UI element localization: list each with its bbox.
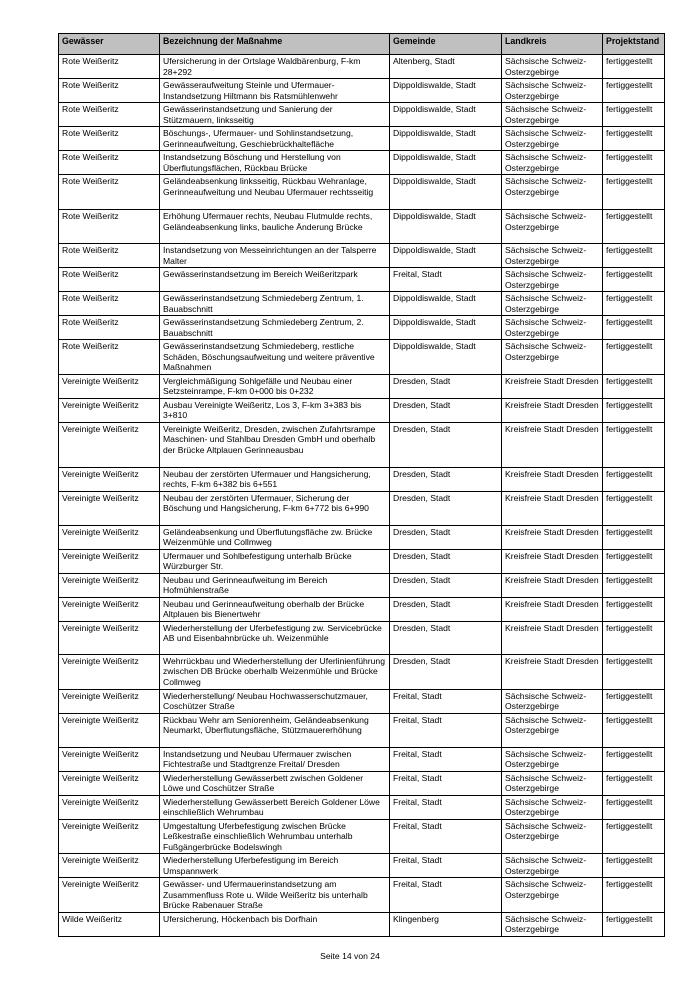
table-row xyxy=(59,912,665,936)
cell-gewaesser: Rote Weißeritz xyxy=(59,268,160,292)
cell-projektstand: fertiggestellt xyxy=(603,316,665,340)
cell-landkreis: Sächsische Schweiz-Osterzgebirge xyxy=(502,747,603,771)
cell-gemeinde: Dippoldiswalde, Stadt xyxy=(390,175,502,210)
table-row xyxy=(59,103,665,127)
cell-gemeinde: Dippoldiswalde, Stadt xyxy=(390,316,502,340)
cell-bezeichnung: Instandsetzung von Messeinrichtungen an der Talsperre Malter xyxy=(160,244,390,268)
cell-bezeichnung: Wehrrückbau und Wiederherstellung der Uferlinienführung zwischen DB Brücke oberhalb Weizenmühle und Brücke Collmweg xyxy=(160,654,390,689)
cell-gewaesser: Rote Weißeritz xyxy=(59,151,160,175)
cell-gewaesser: Wilde Weißeritz xyxy=(59,912,160,936)
cell-landkreis: Sächsische Schweiz-Osterzgebirge xyxy=(502,340,603,375)
cell-gemeinde: Dippoldiswalde, Stadt xyxy=(390,340,502,375)
cell-gemeinde: Freital, Stadt xyxy=(390,713,502,747)
cell-bezeichnung: Gewässerinstandsetzung Schmiedeberg, restliche Schäden, Böschungsaufweitung und weitere präventive Maßnahmen xyxy=(160,340,390,375)
cell-landkreis: Kreisfreie Stadt Dresden xyxy=(502,491,603,525)
cell-gewaesser: Rote Weißeritz xyxy=(59,79,160,103)
cell-gewaesser: Vereinigte Weißeritz xyxy=(59,422,160,467)
cell-landkreis: Sächsische Schweiz-Osterzgebirge xyxy=(502,103,603,127)
table-row xyxy=(59,491,665,525)
table-row xyxy=(59,292,665,316)
cell-gewaesser: Rote Weißeritz xyxy=(59,340,160,375)
cell-landkreis: Sächsische Schweiz-Osterzgebirge xyxy=(502,55,603,79)
cell-projektstand: fertiggestellt xyxy=(603,151,665,175)
cell-gewaesser: Vereinigte Weißeritz xyxy=(59,819,160,854)
cell-gemeinde: Freital, Stadt xyxy=(390,268,502,292)
cell-projektstand: fertiggestellt xyxy=(603,654,665,689)
table-row xyxy=(59,549,665,573)
cell-gemeinde: Dresden, Stadt xyxy=(390,491,502,525)
cell-landkreis: Sächsische Schweiz-Osterzgebirge xyxy=(502,878,603,913)
cell-gewaesser: Rote Weißeritz xyxy=(59,175,160,210)
cell-gewaesser: Vereinigte Weißeritz xyxy=(59,374,160,398)
table-row xyxy=(59,747,665,771)
table-row xyxy=(59,689,665,713)
header-projektstand: Projektstand xyxy=(603,34,665,55)
cell-gemeinde: Klingenberg xyxy=(390,912,502,936)
cell-projektstand: fertiggestellt xyxy=(603,210,665,244)
table-row xyxy=(59,573,665,597)
table-row xyxy=(59,819,665,854)
table-row xyxy=(59,525,665,549)
cell-bezeichnung: Neubau der zerstörten Ufermauer, Sicherung der Böschung und Hangsicherung, F-km 6+772 bis 6+990 xyxy=(160,491,390,525)
cell-projektstand: fertiggestellt xyxy=(603,912,665,936)
cell-bezeichnung: Neubau und Gerinneaufweitung oberhalb der Brücke Altplauen bis Bienertwehr xyxy=(160,597,390,621)
cell-gemeinde: Freital, Stadt xyxy=(390,854,502,878)
cell-gewaesser: Vereinigte Weißeritz xyxy=(59,713,160,747)
table-header-row xyxy=(59,34,665,55)
table-row xyxy=(59,244,665,268)
table-row xyxy=(59,771,665,795)
cell-gemeinde: Freital, Stadt xyxy=(390,771,502,795)
table-row xyxy=(59,151,665,175)
cell-landkreis: Sächsische Schweiz-Osterzgebirge xyxy=(502,244,603,268)
table-row xyxy=(59,654,665,689)
cell-projektstand: fertiggestellt xyxy=(603,597,665,621)
cell-bezeichnung: Gewässerinstandsetzung im Bereich Weißeritzpark xyxy=(160,268,390,292)
cell-bezeichnung: Wiederherstellung Uferbefestigung im Bereich Umspannwerk xyxy=(160,854,390,878)
cell-projektstand: fertiggestellt xyxy=(603,398,665,422)
cell-bezeichnung: Böschungs-, Ufermauer- und Sohlinstandsetzung, Gerinneaufweitung, Geschiebrückhaltefläche xyxy=(160,127,390,151)
header-bezeichnung: Bezeichnung der Maßnahme xyxy=(160,34,390,55)
cell-gewaesser: Vereinigte Weißeritz xyxy=(59,491,160,525)
table-row xyxy=(59,210,665,244)
cell-gemeinde: Dresden, Stadt xyxy=(390,621,502,654)
cell-gewaesser: Vereinigte Weißeritz xyxy=(59,597,160,621)
cell-projektstand: fertiggestellt xyxy=(603,292,665,316)
cell-landkreis: Kreisfreie Stadt Dresden xyxy=(502,374,603,398)
cell-gemeinde: Altenberg, Stadt xyxy=(390,55,502,79)
cell-projektstand: fertiggestellt xyxy=(603,127,665,151)
cell-gewaesser: Vereinigte Weißeritz xyxy=(59,747,160,771)
cell-bezeichnung: Geländeabsenkung und Überflutungsfläche zw. Brücke Weizenmühle und Collmweg xyxy=(160,525,390,549)
cell-bezeichnung: Gewässer- und Ufermauerinstandsetzung am Zusammenfluss Rote u. Wilde Weißeritz bis unterhalb Brücke Rabenauer Straße xyxy=(160,878,390,913)
cell-gewaesser: Rote Weißeritz xyxy=(59,103,160,127)
cell-projektstand: fertiggestellt xyxy=(603,467,665,491)
cell-projektstand: fertiggestellt xyxy=(603,621,665,654)
cell-landkreis: Sächsische Schweiz-Osterzgebirge xyxy=(502,268,603,292)
cell-bezeichnung: Neubau und Gerinneaufweitung im Bereich Hofmühlenstraße xyxy=(160,573,390,597)
cell-bezeichnung: Gewässerinstandsetzung und Sanierung der Stützmauern, linksseitig xyxy=(160,103,390,127)
page-footer: Seite 14 von 24 xyxy=(320,951,380,961)
cell-landkreis: Kreisfreie Stadt Dresden xyxy=(502,398,603,422)
cell-bezeichnung: Ufersicherung in der Ortslage Waldbärenburg, F-km 28+292 xyxy=(160,55,390,79)
cell-landkreis: Sächsische Schweiz-Osterzgebirge xyxy=(502,79,603,103)
table-row xyxy=(59,854,665,878)
cell-landkreis: Kreisfreie Stadt Dresden xyxy=(502,422,603,467)
cell-bezeichnung: Umgestaltung Uferbefestigung zwischen Brücke Leßkestraße einschließlich Wehrumbau unterhalb Fußgängerbrücke Bodelswingh xyxy=(160,819,390,854)
cell-gemeinde: Dippoldiswalde, Stadt xyxy=(390,79,502,103)
cell-projektstand: fertiggestellt xyxy=(603,525,665,549)
cell-gewaesser: Vereinigte Weißeritz xyxy=(59,621,160,654)
cell-projektstand: fertiggestellt xyxy=(603,747,665,771)
cell-landkreis: Sächsische Schweiz-Osterzgebirge xyxy=(502,771,603,795)
table-row xyxy=(59,398,665,422)
header-gemeinde: Gemeinde xyxy=(390,34,502,55)
cell-landkreis: Sächsische Schweiz-Osterzgebirge xyxy=(502,175,603,210)
cell-gemeinde: Dresden, Stadt xyxy=(390,525,502,549)
table-row xyxy=(59,55,665,79)
cell-projektstand: fertiggestellt xyxy=(603,79,665,103)
cell-gewaesser: Rote Weißeritz xyxy=(59,292,160,316)
cell-projektstand: fertiggestellt xyxy=(603,175,665,210)
cell-landkreis: Sächsische Schweiz-Osterzgebirge xyxy=(502,210,603,244)
cell-gemeinde: Dresden, Stadt xyxy=(390,374,502,398)
cell-bezeichnung: Vergleichmäßigung Sohlgefälle und Neubau einer Setzsteinrampe, F-km 0+000 bis 0+232 xyxy=(160,374,390,398)
cell-projektstand: fertiggestellt xyxy=(603,268,665,292)
cell-gewaesser: Vereinigte Weißeritz xyxy=(59,771,160,795)
table-row xyxy=(59,795,665,819)
cell-gemeinde: Dresden, Stadt xyxy=(390,573,502,597)
table-row xyxy=(59,467,665,491)
cell-bezeichnung: Wiederherstellung Gewässerbett Bereich Goldener Löwe einschließlich Wehrumbau xyxy=(160,795,390,819)
cell-landkreis: Sächsische Schweiz-Osterzgebirge xyxy=(502,292,603,316)
cell-gewaesser: Rote Weißeritz xyxy=(59,316,160,340)
cell-projektstand: fertiggestellt xyxy=(603,422,665,467)
cell-gewaesser: Vereinigte Weißeritz xyxy=(59,689,160,713)
cell-landkreis: Sächsische Schweiz-Osterzgebirge xyxy=(502,713,603,747)
table-row xyxy=(59,127,665,151)
table-row xyxy=(59,422,665,467)
cell-projektstand: fertiggestellt xyxy=(603,549,665,573)
cell-landkreis: Sächsische Schweiz-Osterzgebirge xyxy=(502,819,603,854)
cell-gemeinde: Freital, Stadt xyxy=(390,819,502,854)
cell-bezeichnung: Geländeabsenkung linksseitig, Rückbau Wehranlage, Gerinneaufweitung und Neubau Ufermauer rechtsseitig xyxy=(160,175,390,210)
table-body xyxy=(59,55,665,937)
cell-gemeinde: Freital, Stadt xyxy=(390,878,502,913)
table-row xyxy=(59,79,665,103)
cell-bezeichnung: Gewässerinstandsetzung Schmiedeberg Zentrum, 2. Bauabschnitt xyxy=(160,316,390,340)
cell-landkreis: Kreisfreie Stadt Dresden xyxy=(502,525,603,549)
cell-bezeichnung: Gewässeraufweitung Steinle und Ufermauer-Instandsetzung Hiltmann bis Ratsmühlenwehr xyxy=(160,79,390,103)
cell-bezeichnung: Erhöhung Ufermauer rechts, Neubau Flutmulde rechts, Geländeabsenkung links, bauliche Änderung Brücke xyxy=(160,210,390,244)
cell-projektstand: fertiggestellt xyxy=(603,573,665,597)
cell-landkreis: Sächsische Schweiz-Osterzgebirge xyxy=(502,854,603,878)
cell-gewaesser: Vereinigte Weißeritz xyxy=(59,573,160,597)
cell-projektstand: fertiggestellt xyxy=(603,55,665,79)
cell-bezeichnung: Wiederherstellung/ Neubau Hochwasserschutzmauer, Coschützer Straße xyxy=(160,689,390,713)
cell-landkreis: Kreisfreie Stadt Dresden xyxy=(502,549,603,573)
cell-landkreis: Kreisfreie Stadt Dresden xyxy=(502,573,603,597)
cell-gewaesser: Rote Weißeritz xyxy=(59,127,160,151)
table-row xyxy=(59,374,665,398)
cell-gemeinde: Dresden, Stadt xyxy=(390,549,502,573)
cell-gewaesser: Rote Weißeritz xyxy=(59,55,160,79)
cell-bezeichnung: Ausbau Vereinigte Weißeritz, Los 3, F-km 3+383 bis 3+810 xyxy=(160,398,390,422)
table-row xyxy=(59,175,665,210)
cell-bezeichnung: Rückbau Wehr am Seniorenheim, Geländeabsenkung Neumarkt, Überflutungsfläche, Stützmauererhöhung xyxy=(160,713,390,747)
cell-bezeichnung: Neubau der zerstörten Ufermauer und Hangsicherung, rechts, F-km 6+382 bis 6+551 xyxy=(160,467,390,491)
header-landkreis: Landkreis xyxy=(502,34,603,55)
cell-gemeinde: Freital, Stadt xyxy=(390,689,502,713)
cell-gemeinde: Dippoldiswalde, Stadt xyxy=(390,151,502,175)
measures-table xyxy=(58,33,665,937)
cell-landkreis: Kreisfreie Stadt Dresden xyxy=(502,621,603,654)
cell-gemeinde: Dippoldiswalde, Stadt xyxy=(390,292,502,316)
cell-gewaesser: Vereinigte Weißeritz xyxy=(59,878,160,913)
cell-bezeichnung: Gewässerinstandsetzung Schmiedeberg Zentrum, 1. Bauabschnitt xyxy=(160,292,390,316)
cell-landkreis: Kreisfreie Stadt Dresden xyxy=(502,467,603,491)
header-gewaesser: Gewässer xyxy=(59,34,160,55)
cell-projektstand: fertiggestellt xyxy=(603,244,665,268)
cell-gewaesser: Vereinigte Weißeritz xyxy=(59,525,160,549)
cell-gewaesser: Vereinigte Weißeritz xyxy=(59,549,160,573)
cell-bezeichnung: Vereinigte Weißeritz, Dresden, zwischen Zufahrtsrampe Maschinen- und Stahlbau Dresden GmbH und oberhalb der Brücke Altplauen Gerinneausbau xyxy=(160,422,390,467)
cell-gemeinde: Dresden, Stadt xyxy=(390,422,502,467)
cell-gewaesser: Rote Weißeritz xyxy=(59,210,160,244)
cell-gewaesser: Vereinigte Weißeritz xyxy=(59,398,160,422)
table-row xyxy=(59,597,665,621)
cell-bezeichnung: Wiederherstellung Gewässerbett zwischen Goldener Löwe und Coschützer Straße xyxy=(160,771,390,795)
cell-projektstand: fertiggestellt xyxy=(603,713,665,747)
cell-projektstand: fertiggestellt xyxy=(603,854,665,878)
cell-projektstand: fertiggestellt xyxy=(603,491,665,525)
cell-bezeichnung: Instandsetzung Böschung und Herstellung von Überflutungsflächen, Rückbau Brücke xyxy=(160,151,390,175)
cell-gewaesser: Vereinigte Weißeritz xyxy=(59,467,160,491)
cell-projektstand: fertiggestellt xyxy=(603,103,665,127)
cell-gemeinde: Freital, Stadt xyxy=(390,795,502,819)
cell-projektstand: fertiggestellt xyxy=(603,878,665,913)
cell-landkreis: Sächsische Schweiz-Osterzgebirge xyxy=(502,795,603,819)
table-row xyxy=(59,316,665,340)
cell-gemeinde: Dippoldiswalde, Stadt xyxy=(390,127,502,151)
cell-landkreis: Kreisfreie Stadt Dresden xyxy=(502,654,603,689)
cell-gemeinde: Dresden, Stadt xyxy=(390,597,502,621)
cell-gemeinde: Dresden, Stadt xyxy=(390,654,502,689)
table-row xyxy=(59,621,665,654)
cell-landkreis: Sächsische Schweiz-Osterzgebirge xyxy=(502,316,603,340)
cell-projektstand: fertiggestellt xyxy=(603,374,665,398)
cell-bezeichnung: Wiederherstellung der Uferbefestigung zw. Servicebrücke AB und Eisenbahnbrücke uh. Weizenmühle xyxy=(160,621,390,654)
cell-gewaesser: Vereinigte Weißeritz xyxy=(59,854,160,878)
table-row xyxy=(59,340,665,375)
cell-bezeichnung: Ufermauer und Sohlbefestigung unterhalb Brücke Würzburger Str. xyxy=(160,549,390,573)
cell-gemeinde: Dippoldiswalde, Stadt xyxy=(390,244,502,268)
cell-gemeinde: Freital, Stadt xyxy=(390,747,502,771)
cell-projektstand: fertiggestellt xyxy=(603,819,665,854)
table-row xyxy=(59,713,665,747)
cell-projektstand: fertiggestellt xyxy=(603,771,665,795)
cell-gemeinde: Dresden, Stadt xyxy=(390,467,502,491)
cell-gewaesser: Vereinigte Weißeritz xyxy=(59,795,160,819)
cell-gemeinde: Dippoldiswalde, Stadt xyxy=(390,210,502,244)
cell-bezeichnung: Instandsetzung und Neubau Ufermauer zwischen Fichtestraße und Stadtgrenze Freital/ Dresden xyxy=(160,747,390,771)
cell-gemeinde: Dippoldiswalde, Stadt xyxy=(390,103,502,127)
cell-projektstand: fertiggestellt xyxy=(603,795,665,819)
cell-bezeichnung: Ufersicherung, Höckenbach bis Dorfhain xyxy=(160,912,390,936)
cell-gewaesser: Vereinigte Weißeritz xyxy=(59,654,160,689)
table-row xyxy=(59,268,665,292)
cell-projektstand: fertiggestellt xyxy=(603,340,665,375)
cell-projektstand: fertiggestellt xyxy=(603,689,665,713)
cell-landkreis: Sächsische Schweiz-Osterzgebirge xyxy=(502,912,603,936)
cell-landkreis: Sächsische Schweiz-Osterzgebirge xyxy=(502,151,603,175)
cell-gemeinde: Dresden, Stadt xyxy=(390,398,502,422)
cell-landkreis: Sächsische Schweiz-Osterzgebirge xyxy=(502,689,603,713)
cell-landkreis: Kreisfreie Stadt Dresden xyxy=(502,597,603,621)
table-row xyxy=(59,878,665,913)
cell-gewaesser: Rote Weißeritz xyxy=(59,244,160,268)
cell-landkreis: Sächsische Schweiz-Osterzgebirge xyxy=(502,127,603,151)
